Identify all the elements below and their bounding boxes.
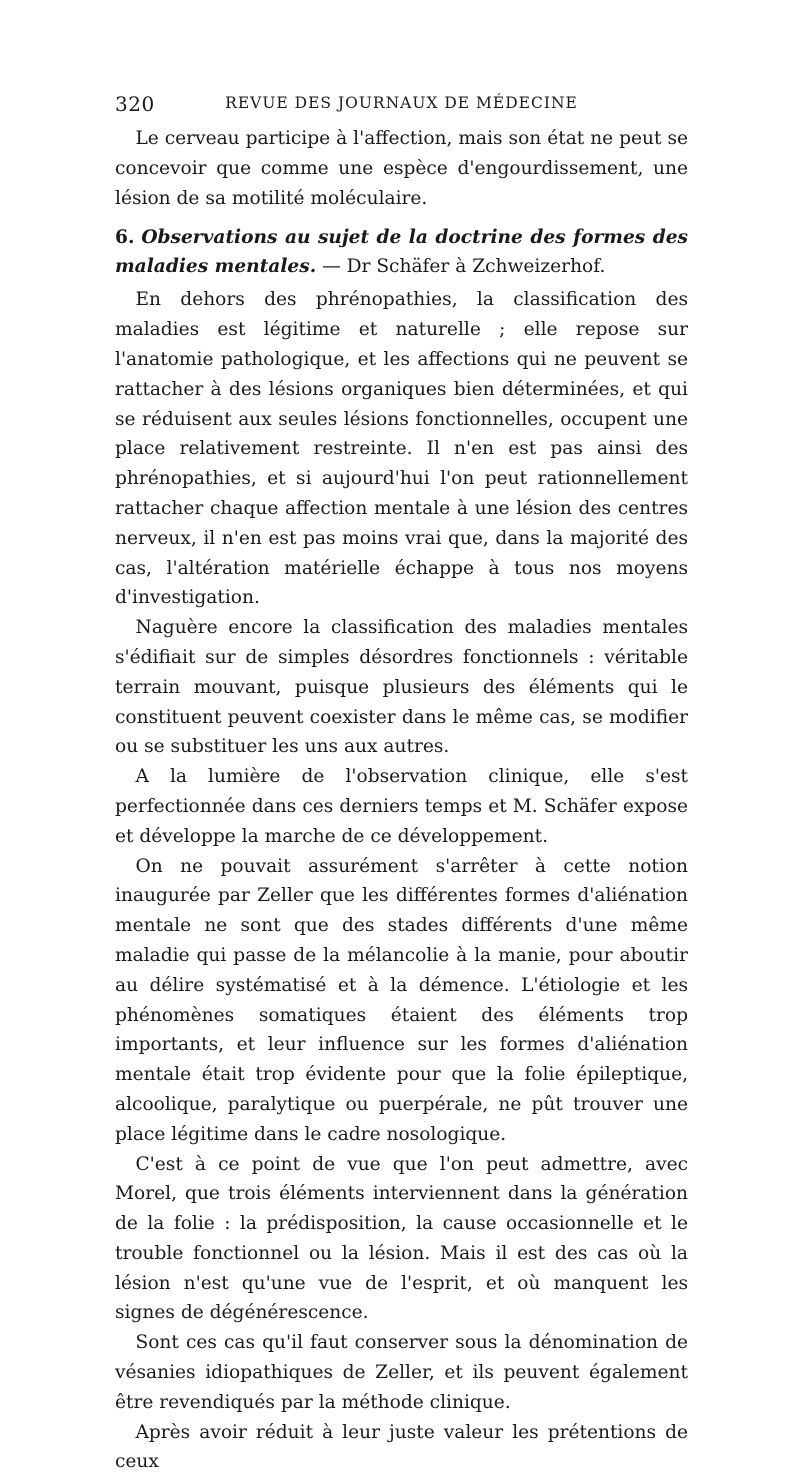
paragraph: Après avoir réduit à leur juste valeur les prétentions de ceux bbox=[115, 1421, 688, 1473]
paragraph: Naguère encore la classification des maladies mentales s'édifiait sur de simples désordres fonctionnels : véritable terrain mouvant, puisque plusieurs des éléments qui le constituent peuvent coexister dans le même cas, se modifier ou se substituer les uns aux autres. bbox=[115, 617, 688, 758]
intro-paragraph: Le cerveau participe à l'affection, mais son état ne peut se concevoir que comme une espèce d'engourdissement, une lésion de sa motilité moléculaire. bbox=[115, 128, 688, 209]
paragraph: Sont ces cas qu'il faut conserver sous la dénomination de vésanies idiopathiques de Zeller, et ils peuvent également être revendiqués par la méthode clinique. bbox=[115, 1332, 688, 1413]
section-author: Dr Schäfer à Zchweizerhof. bbox=[346, 256, 606, 278]
paragraph: On ne pouvait assurément s'arrêter à cette notion inaugurée par Zeller que les différentes formes d'aliénation mentale ne sont que des stades différents d'une même maladie qui passe de la mélancolie à la manie, pour aboutir au délire systématisé et à la démence. L'étiologie et les phénomènes somatiques étaient des éléments trop importants, et leur influence sur les formes d'aliénation mentale était trop évidente pour que la folie épileptique, alcoolique, paralytique ou puerpérale, ne pût trouver une place légitime dans le cadre nosologique. bbox=[115, 855, 688, 1145]
section-heading bbox=[115, 223, 688, 281]
paragraph: C'est à ce point de vue que l'on peut admettre, avec Morel, que trois éléments interviennent dans la génération de la folie : la prédisposition, la cause occasionnelle et le trouble fonctionnel ou la lésion. Mais il est des cas où la lésion n'est qu'une vue de l'esprit, et où manquent les signes de dégénérescence. bbox=[115, 1153, 688, 1324]
paragraph: En dehors des phrénopathies, la classification des maladies est légitime et naturelle ; elle repose sur l'anatomie pathologique, et les affections qui ne peuvent se rattacher à des lésions organiques bien déterminées, et qui se réduisent aux seules lésions fonctionnelles, occupent une place relativement restreinte. Il n'en est pas ainsi des phrénopathies, et si aujourd'hui l'on peut rationnellement rattacher chaque affection mentale à une lésion des centres nerveux, il n'en est pas moins vrai que, dans la majorité des cas, l'altération matérielle échappe à tous nos moyens d'investigation. bbox=[115, 289, 688, 609]
section-title: Observations au sujet de la doctrine des formes des maladies mentales. bbox=[115, 227, 688, 278]
section-separator: — bbox=[322, 256, 341, 278]
paragraph: A la lumière de l'observation clinique, elle s'est perfectionnée dans ces derniers temps et M. Schäfer expose et développe la marche de ce développement. bbox=[115, 766, 688, 847]
text-column bbox=[115, 88, 688, 1477]
page-number: 320 bbox=[115, 92, 155, 116]
section-number: 6. bbox=[115, 227, 135, 249]
running-header bbox=[115, 88, 688, 124]
body-text bbox=[115, 124, 688, 1477]
journal-title: REVUE DES JOURNAUX DE MÉDECINE bbox=[225, 94, 578, 112]
